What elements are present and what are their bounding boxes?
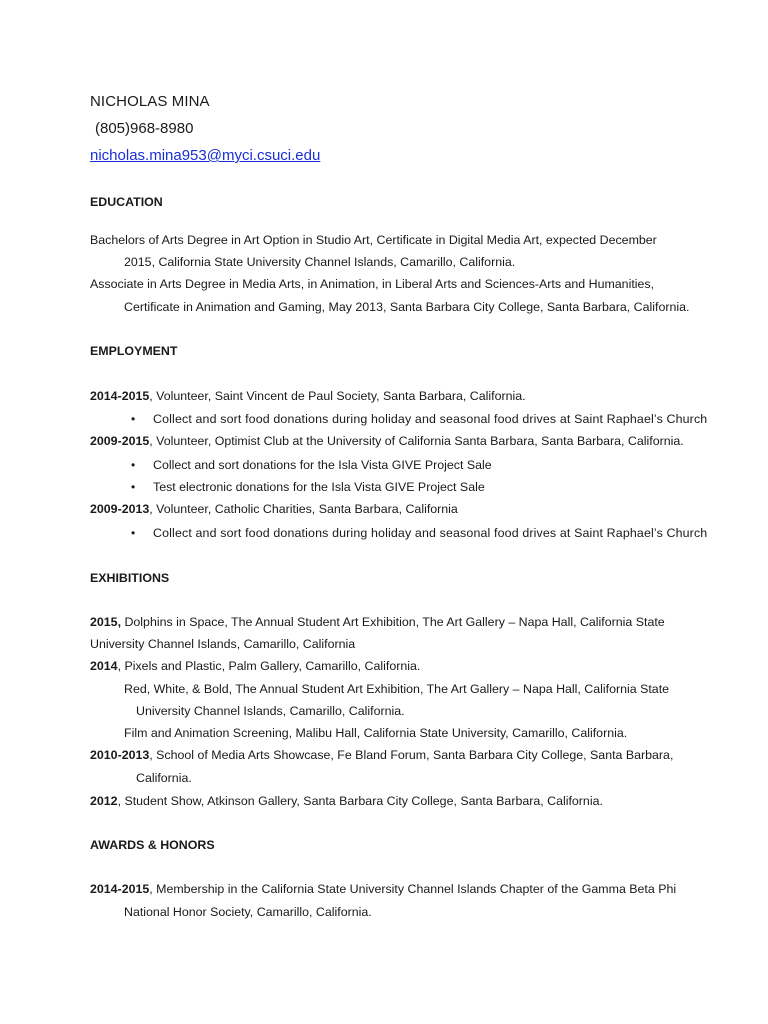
employment-description: , Volunteer, Optimist Club at the University of California Santa Barbara, Santa Barbara, California. <box>149 434 684 448</box>
exhibition-line: Red, White, & Bold, The Annual Student Art Exhibition, The Art Gallery – Napa Hall, California State <box>124 682 670 696</box>
employment-bullet: Test electronic donations for the Isla Vista GIVE Project Sale <box>153 480 485 494</box>
exhibition-entry <box>90 795 603 807</box>
bullet-icon: • <box>131 458 136 472</box>
exhibitions-heading: EXHIBITIONS <box>90 571 170 585</box>
employment-years: 2009-2015 <box>90 434 150 448</box>
award-line: National Honor Society, Camarillo, California. <box>124 905 372 919</box>
education-line: Associate in Arts Degree in Media Arts, in Animation, in Liberal Arts and Sciences-Arts and Humanities, <box>90 277 655 291</box>
exhibition-description: Dolphins in Space, The Annual Student Art Exhibition, The Art Gallery – Napa Hall, California State <box>121 615 665 629</box>
awards-heading: AWARDS & HONORS <box>90 838 215 852</box>
employment-entry <box>90 390 526 402</box>
bullet-icon: • <box>131 526 136 540</box>
phone-number: (805)968-8980 <box>95 120 194 137</box>
award-description: , Membership in the California State University Channel Islands Chapter of the Gamma Beta Phi <box>149 882 677 896</box>
exhibition-description: , School of Media Arts Showcase, Fe Bland Forum, Santa Barbara City College, Santa Barbara, <box>149 748 674 762</box>
bullet-icon: • <box>131 480 136 494</box>
education-line: 2015, California State University Channel Islands, Camarillo, California. <box>124 255 516 269</box>
employment-description: , Volunteer, Saint Vincent de Paul Society, Santa Barbara, California. <box>149 389 526 403</box>
exhibition-years: 2010-2013 <box>90 748 150 762</box>
exhibition-years: 2015, <box>90 615 122 629</box>
applicant-name: NICHOLAS MINA <box>90 93 210 110</box>
employment-bullet: Collect and sort food donations during holiday and seasonal food drives at Saint Raphael’s Church <box>153 526 708 540</box>
employment-years: 2014-2015 <box>90 389 150 403</box>
employment-bullet: Collect and sort food donations during holiday and seasonal food drives at Saint Raphael’s Church <box>153 412 708 426</box>
award-years: 2014-2015 <box>90 882 150 896</box>
exhibition-description: , Student Show, Atkinson Gallery, Santa Barbara City College, Santa Barbara, California. <box>117 794 603 808</box>
bullet-icon: • <box>131 412 136 426</box>
employment-years: 2009-2013 <box>90 502 150 516</box>
exhibition-line: University Channel Islands, Camarillo, California <box>90 637 356 651</box>
exhibition-line: Film and Animation Screening, Malibu Hall, California State University, Camarillo, California. <box>124 726 628 740</box>
exhibition-description: , Pixels and Plastic, Palm Gallery, Camarillo, California. <box>117 659 421 673</box>
exhibition-years: 2014 <box>90 659 118 673</box>
employment-bullet: Collect and sort donations for the Isla Vista GIVE Project Sale <box>153 458 492 472</box>
employment-entry <box>90 503 458 515</box>
education-line: Certificate in Animation and Gaming, May 2013, Santa Barbara City College, Santa Barbara, California. <box>124 300 690 314</box>
education-line: Bachelors of Arts Degree in Art Option in Studio Art, Certificate in Digital Media Art, expected December <box>90 233 657 247</box>
employment-heading: EMPLOYMENT <box>90 344 178 358</box>
education-heading: EDUCATION <box>90 195 163 209</box>
employment-description: , Volunteer, Catholic Charities, Santa Barbara, California <box>149 502 458 516</box>
email-link[interactable]: nicholas.mina953@myci.csuci.edu <box>90 147 321 164</box>
award-entry <box>90 883 676 895</box>
exhibition-entry <box>90 616 665 628</box>
employment-entry <box>90 435 684 447</box>
exhibition-entry <box>90 660 420 672</box>
exhibition-line: University Channel Islands, Camarillo, California. <box>136 704 405 718</box>
exhibition-entry <box>90 749 673 761</box>
exhibition-years: 2012 <box>90 794 118 808</box>
exhibition-line: California. <box>136 771 192 785</box>
